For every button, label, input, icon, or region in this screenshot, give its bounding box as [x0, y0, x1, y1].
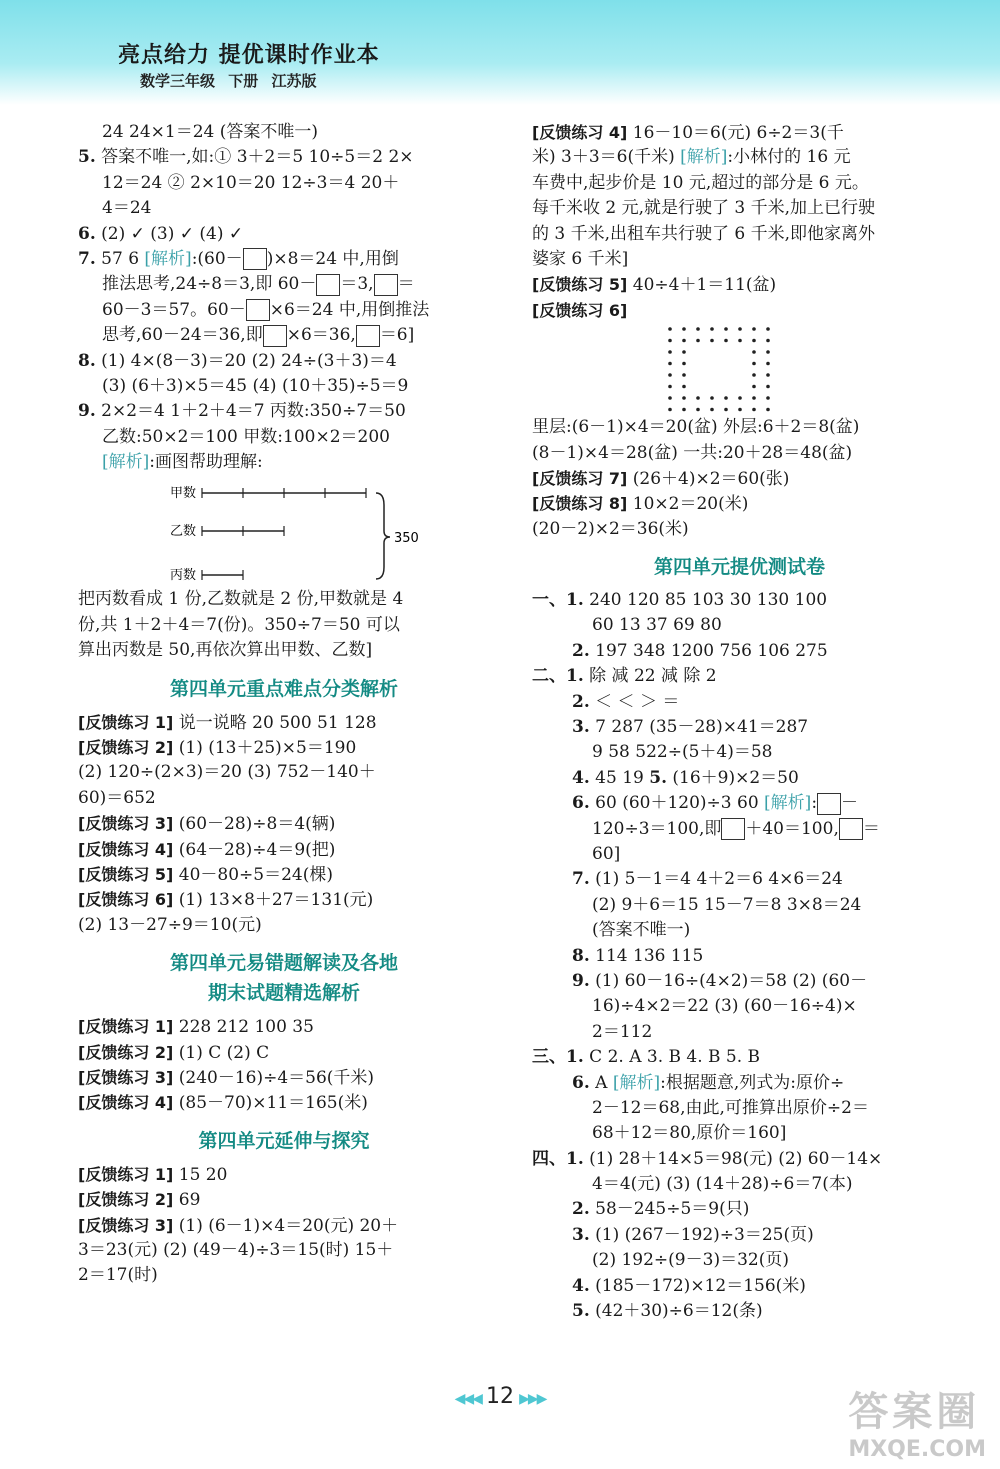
answer-line: 60)＝652 [78, 787, 156, 808]
blank-box [246, 299, 270, 321]
dot [724, 396, 728, 400]
dot [724, 327, 728, 331]
section-title: 第四单元重点难点分类解析 [169, 677, 398, 700]
dot-square-diagram [532, 323, 947, 415]
page-header [0, 0, 1000, 105]
answer-text: 答案不唯一,如:① 3＋2＝5 10÷5＝2 2× [101, 147, 414, 168]
dot [710, 339, 714, 343]
answer-text: 思考,60－24＝36,即 [102, 325, 263, 346]
answer-line: 把丙数看成 1 份,乙数就是 2 份,甲数就是 4 [78, 589, 404, 610]
answer-line: 算出丙数是 50,再依次算出甲数、乙数] [78, 640, 373, 661]
answer-text: C 2. A 3. B 4. B 5. B [589, 1047, 761, 1068]
answer-text: 45 19 [595, 767, 650, 788]
dot [668, 350, 672, 354]
answer-line: 每千米收 2 元,就是行驶了 3 千米,加上已行驶 [532, 198, 876, 219]
answer-line: 9 58 522÷(5＋4)＝58 [592, 742, 773, 763]
answer-line: 4＝24 [102, 198, 152, 219]
answer-text: :根据题意,列式为:原价÷ [660, 1072, 845, 1093]
label-total: 350 [394, 531, 419, 547]
q-number: 8. [572, 945, 590, 966]
q-number: 5. [649, 767, 667, 788]
answer-text: 说一说略 20 500 51 128 [178, 712, 377, 733]
answer-text: )×8＝24 中,用倒 [266, 248, 399, 269]
q-number: 6. [572, 1072, 590, 1093]
book-title: 亮点给力 提优课时作业本 [118, 43, 380, 68]
dot [752, 385, 756, 389]
dot [752, 373, 756, 377]
practice-tag: [反馈练习 2] [78, 1190, 174, 1210]
answer-text: (1) C (2) C [178, 1042, 270, 1063]
answer-text: (1) (6－1)×4＝20(元) 20＋ [178, 1215, 399, 1236]
dot [752, 350, 756, 354]
answer-text: 15 20 [178, 1164, 228, 1185]
q-number: 一、1. [532, 590, 584, 611]
answer-text: ＝ [397, 274, 415, 295]
answer-line: 里层:(6－1)×4＝20(盆) 外层:6＋2＝8(盆) [532, 417, 860, 438]
practice-tag: [反馈练习 1] [78, 1017, 174, 1037]
dot [752, 408, 756, 412]
right-column [532, 120, 947, 1324]
answer-text: ×6＝36, [286, 325, 356, 346]
practice-tag: [反馈练习 8] [532, 494, 628, 514]
blank-box [316, 274, 340, 296]
section-title: 第四单元提优测试卷 [653, 556, 825, 579]
blank-box [839, 818, 863, 840]
answer-text: 197 348 1200 756 106 275 [595, 640, 828, 661]
segment-diagram-svg [78, 475, 490, 587]
answer-text: 2×2＝4 1＋2＋4＝7 丙数:350÷7＝50 [101, 401, 406, 422]
dot [668, 396, 672, 400]
answer-text: 120÷3＝100,即 [592, 818, 722, 839]
answer-text: (2) ✓ (3) ✓ (4) ✓ [101, 223, 244, 244]
section-title: 第四单元延伸与探究 [198, 1129, 370, 1152]
answer-line: (2) 120÷(2×3)＝20 (3) 752－140＋ [78, 762, 376, 783]
label-yi: 乙数 [170, 524, 197, 540]
label-jia: 甲数 [170, 486, 197, 502]
book-subtitle: 数学三年级 下册 江苏版 [140, 72, 317, 90]
practice-tag: [反馈练习 3] [78, 1067, 174, 1087]
dot [752, 327, 756, 331]
answer-text: (1) (13＋25)×5＝190 [178, 738, 357, 759]
answer-text: :(60－ [191, 248, 243, 269]
answer-line: 份,共 1＋2＋4＝7(份)。350÷7＝50 可以 [78, 614, 400, 635]
arrow-right-icon: ▶▶▶ [519, 1391, 546, 1407]
blank-box [243, 248, 267, 270]
dot-grid-svg [532, 323, 947, 415]
answer-text: － [841, 793, 859, 814]
dot [766, 339, 770, 343]
dot [696, 408, 700, 412]
answer-text: 69 [178, 1190, 201, 1211]
blank-box [374, 274, 398, 296]
dot [696, 327, 700, 331]
q-number: 5. [572, 1301, 590, 1322]
answer-text: ＋40＝100, [745, 818, 839, 839]
dot [766, 362, 770, 366]
arrow-left-icon: ◀◀◀ [454, 1391, 481, 1407]
q-number: 9. [78, 401, 96, 422]
dot [766, 385, 770, 389]
answer-line: 60] [592, 843, 621, 864]
page-number: 12 [486, 1384, 514, 1409]
practice-tag: [反馈练习 2] [78, 1042, 174, 1062]
answer-text: 16－10＝6(元) 6÷2＝3(千 [632, 123, 844, 143]
section-title: 期末试题精选解析 [207, 982, 360, 1005]
practice-tag: [反馈练习 3] [78, 814, 174, 834]
answer-line: 的 3 千米,出租车共行驶了 6 千米,即他家离外 [532, 223, 876, 244]
q-number: 6. [572, 793, 590, 814]
line-segment-diagram [78, 475, 490, 587]
answer-text: (1) (267－192)÷3＝25(页) [595, 1224, 814, 1245]
answer-text: (85－70)×11＝165(米) [178, 1093, 368, 1114]
dot [682, 385, 686, 389]
answer-text: 58－245÷5＝9(只) [595, 1199, 750, 1220]
answer-line: 16)÷4×2＝22 (3) (60－16÷4)× [592, 996, 857, 1017]
dot [766, 408, 770, 412]
dot [766, 350, 770, 354]
dot [682, 350, 686, 354]
answer-text: 除 减 22 减 除 2 [589, 666, 717, 687]
label-bing: 丙数 [170, 568, 197, 584]
answer-text: (1) 4×(8－3)＝20 (2) 24÷(3＋3)＝4 [101, 350, 397, 371]
answer-line: 12＝24 ② 2×10＝20 12÷3＝4 20＋ [102, 172, 400, 193]
dot [682, 327, 686, 331]
dot [710, 396, 714, 400]
answer-text: : [811, 793, 818, 814]
answer-text: (42＋30)÷6＝12(条) [595, 1301, 763, 1322]
answer-line: (2) 9＋6＝15 15－7＝8 3×8＝24 [592, 894, 862, 915]
dot [738, 396, 742, 400]
q-number: 2. [572, 691, 590, 712]
practice-tag: [反馈练习 3] [78, 1215, 174, 1235]
answer-line: 车费中,起步价是 10 元,超过的部分是 6 元。 [532, 172, 869, 193]
answer-line: 2＝112 [592, 1021, 653, 1042]
answer-text: 10×2＝20(米) [632, 494, 749, 515]
q-number: 4. [572, 767, 590, 788]
answer-text: (60－28)÷8＝4(辆) [178, 814, 336, 835]
answer-text: (240－16)÷4＝56(千米) [178, 1067, 375, 1088]
answer-text: (26＋4)×2＝60(张) [632, 468, 790, 489]
answer-text: 40÷4＋1＝11(盆) [632, 275, 777, 296]
answer-line: (3) (6＋3)×5＝45 (4) (10＋35)÷5＝9 [102, 375, 409, 396]
q-number: 2. [572, 640, 590, 661]
answer-line: (答案不唯一) [592, 920, 691, 941]
answer-text: 60－3＝57。60－ [102, 299, 246, 320]
dot [682, 339, 686, 343]
dot [668, 408, 672, 412]
blank-box [356, 325, 380, 347]
answer-text: 114 136 115 [595, 945, 704, 966]
answer-line: (8－1)×4＝28(盆) 一共:20＋28＝48(盆) [532, 442, 853, 463]
dot [710, 327, 714, 331]
dot [738, 408, 742, 412]
section-title: 第四单元易错题解读及各地 [169, 952, 398, 975]
dot [738, 327, 742, 331]
answer-line: 2－12＝68,由此,可推算出原价÷2＝ [592, 1097, 869, 1118]
analysis-tag: [解析] [612, 1072, 661, 1093]
answer-text: ＜ ＜ ＞ ＝ [595, 691, 680, 712]
answer-text: ＝3, [340, 274, 374, 295]
answer-text: ×6＝24 中,用倒推法 [269, 299, 430, 320]
answer-line: 24 24×1＝24 (答案不唯一) [102, 122, 319, 142]
watermark-logo-text: 答案圈 [848, 1389, 981, 1435]
answer-text: (1) 13×8＋27＝131(元) [178, 890, 374, 911]
answer-text: 米) 3＋3＝6(千米) [532, 147, 681, 168]
analysis-tag: [解析] [680, 147, 728, 168]
practice-tag: [反馈练习 4] [532, 123, 628, 142]
q-number: 四、1. [532, 1148, 584, 1169]
dot [668, 385, 672, 389]
answer-text: :画图帮助理解: [149, 452, 263, 473]
answer-text: 240 120 85 103 30 130 100 [589, 590, 828, 611]
answer-text: (185－172)×12＝156(米) [595, 1275, 806, 1296]
practice-tag: [反馈练习 4] [78, 839, 174, 859]
practice-tag: [反馈练习 7] [532, 468, 628, 488]
dot [696, 339, 700, 343]
answer-text: ＝6] [379, 325, 415, 346]
practice-tag: [反馈练习 5] [78, 864, 174, 884]
answer-text: (16＋9)×2＝50 [672, 767, 799, 788]
analysis-tag: [解析] [144, 248, 192, 269]
watermark [848, 1380, 986, 1462]
q-number: 7. [78, 248, 96, 269]
answer-text: 60 (60＋120)÷3 60 [595, 793, 765, 814]
practice-tag: [反馈练习 4] [78, 1093, 174, 1113]
analysis-tag: [解析] [764, 793, 812, 814]
q-number: 7. [572, 869, 590, 890]
answer-text: (64－28)÷4＝9(把) [178, 839, 336, 860]
dot [710, 408, 714, 412]
dot [752, 362, 756, 366]
answer-text: (1) 5－1＝4 4＋2＝6 4×6＝24 [595, 869, 843, 890]
dot [752, 339, 756, 343]
dot [668, 362, 672, 366]
dot [668, 327, 672, 331]
q-number: 3. [572, 1224, 590, 1245]
q-number: 3. [572, 717, 590, 738]
answer-text: 40－80÷5＝24(棵) [178, 864, 333, 885]
answer-line: 3＝23(元) (2) (49－4)÷3＝15(时) 15＋ [78, 1239, 394, 1260]
dot [724, 408, 728, 412]
practice-tag: [反馈练习 1] [78, 1164, 174, 1184]
brace [376, 493, 390, 579]
analysis-tag: [解析] [102, 452, 150, 473]
answer-text: 7 287 (35－28)×41＝287 [595, 717, 809, 738]
answer-line: (2) 192÷(9－3)＝32(页) [592, 1250, 789, 1271]
answer-line: 68＋12＝80,原价＝160] [592, 1123, 787, 1144]
q-number: 8. [78, 350, 96, 371]
dot [682, 408, 686, 412]
practice-tag: [反馈练习 2] [78, 738, 174, 758]
dot [766, 327, 770, 331]
answer-text: (1) 60－16÷(4×2)＝58 (2) (60－ [595, 970, 868, 991]
q-number: 6. [78, 223, 96, 244]
answer-text: 228 212 100 35 [178, 1017, 314, 1038]
left-column [78, 120, 490, 1289]
answer-text: (1) 28＋14×5＝98(元) (2) 60－14× [589, 1148, 883, 1169]
answer-line: 4＝4(元) (3) (14＋28)÷6＝7(本) [592, 1174, 853, 1195]
blank-box [721, 818, 745, 840]
q-number: 5. [78, 147, 96, 168]
dot [682, 362, 686, 366]
answer-text: :小林付的 16 元 [727, 147, 851, 168]
q-number: 4. [572, 1275, 590, 1296]
q-number: 9. [572, 970, 590, 991]
dot [724, 339, 728, 343]
dot [668, 373, 672, 377]
dot [682, 396, 686, 400]
answer-text: 推法思考,24÷8＝3,即 60－ [102, 274, 317, 295]
answer-text: A [595, 1072, 613, 1093]
blank-box [817, 793, 841, 815]
watermark-url: MXQE.COM [848, 1437, 986, 1462]
dot [766, 396, 770, 400]
q-number: 三、1. [532, 1047, 584, 1068]
answer-line: 乙数:50×2＝100 甲数:100×2＝200 [102, 426, 390, 447]
practice-tag: [反馈练习 6] [532, 300, 628, 320]
blank-box [263, 325, 287, 347]
practice-tag: [反馈练习 5] [532, 275, 628, 295]
dot [738, 339, 742, 343]
practice-tag: [反馈练习 1] [78, 712, 174, 732]
dot [682, 373, 686, 377]
dot [752, 396, 756, 400]
q-number: 2. [572, 1199, 590, 1220]
q-number: 二、1. [532, 666, 584, 687]
answer-line: 婆家 6 千米] [532, 248, 629, 269]
dot [766, 373, 770, 377]
answer-line: 60 13 37 69 80 [592, 615, 722, 636]
answer-text: ＝ [862, 818, 880, 839]
dot [668, 339, 672, 343]
practice-tag: [反馈练习 6] [78, 890, 174, 910]
dot [696, 396, 700, 400]
answer-line: (20－2)×2＝36(米) [532, 518, 689, 539]
answer-line: 2＝17(时) [78, 1265, 158, 1286]
answer-text: 57 6 [101, 248, 145, 269]
answer-line: (2) 13－27÷9＝10(元) [78, 914, 262, 935]
